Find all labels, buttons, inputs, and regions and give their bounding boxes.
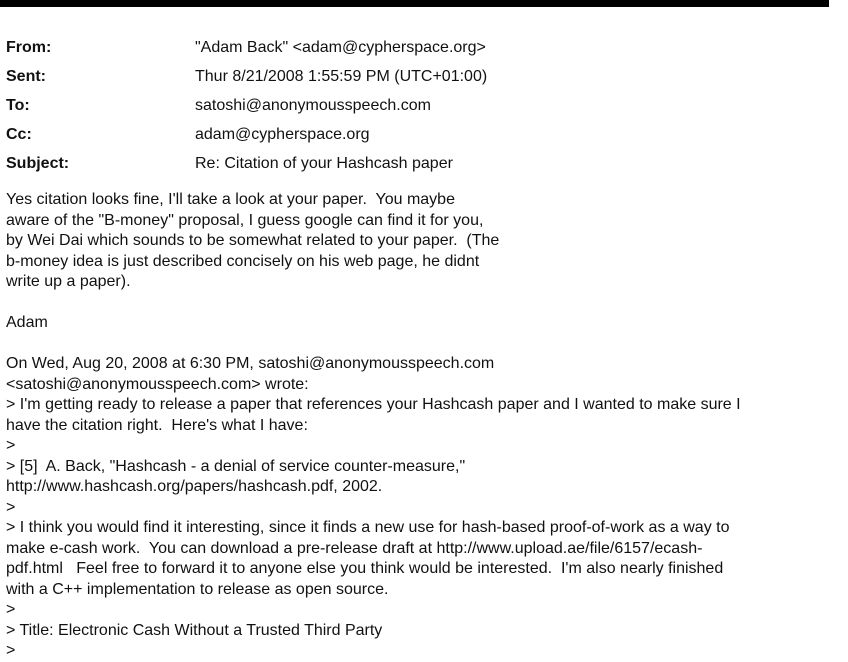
quoted-line: with a C++ implementation to release as open source. xyxy=(6,580,389,598)
subject-value: Re: Citation of your Hashcash paper xyxy=(195,154,453,172)
reply-line: Yes citation looks fine, I'll take a look at your paper. You maybe xyxy=(6,191,455,208)
quote-intro-line: <satoshi@anonymousspeech.com> wrote: xyxy=(6,375,309,393)
cc-value: adam@cypherspace.org xyxy=(195,125,370,143)
subject-label: Subject: xyxy=(6,154,70,172)
header-row-to xyxy=(6,91,826,120)
from-label: From: xyxy=(6,38,52,56)
quoted-line: > xyxy=(6,498,16,516)
to-label: To: xyxy=(6,96,30,114)
sent-label: Sent: xyxy=(6,67,46,85)
cc-label: Cc: xyxy=(6,125,32,143)
quoted-message xyxy=(6,395,836,662)
quoted-line: > Title: Electronic Cash Without a Trusted Third Party xyxy=(6,621,383,639)
quoted-line: pdf.html Feel free to forward it to anyone else you think would be interested. I'm also nearly finished xyxy=(6,560,724,577)
quote-intro-line: On Wed, Aug 20, 2008 at 6:30 PM, satoshi@anonymousspeech.com xyxy=(6,355,495,372)
reply-line: by Wei Dai which sounds to be somewhat related to your paper. (The xyxy=(6,232,500,249)
reply-line: aware of the "B-money" proposal, I guess google can find it for you, xyxy=(6,211,484,229)
quoted-line: > xyxy=(6,642,16,659)
quoted-line: http://www.hashcash.org/papers/hashcash.pdf, 2002. xyxy=(6,478,383,495)
paragraph-gap xyxy=(6,334,836,355)
email-body xyxy=(6,190,836,662)
top-rule xyxy=(0,0,829,7)
reply-line: b-money idea is just described concisely on his web page, he didnt xyxy=(6,252,480,270)
header-row-sent xyxy=(6,62,826,91)
to-value: satoshi@anonymousspeech.com xyxy=(195,96,431,114)
quoted-line: > [5] A. Back, "Hashcash - a denial of service counter-measure," xyxy=(6,457,466,475)
sent-value: Thur 8/21/2008 1:55:59 PM (UTC+01:00) xyxy=(195,67,488,85)
reply-paragraph xyxy=(6,190,836,293)
from-value: "Adam Back" <adam@cypherspace.org> xyxy=(195,38,486,56)
reply-line: write up a paper). xyxy=(6,273,131,290)
quoted-line: > xyxy=(6,601,16,618)
quoted-line: make e-cash work. You can download a pre-release draft at http://www.upload.ae/file/6157/ecash- xyxy=(6,539,703,557)
header-row-cc xyxy=(6,120,826,149)
paragraph-gap xyxy=(6,293,836,314)
header-row-from xyxy=(6,33,826,62)
signature: Adam xyxy=(6,314,48,331)
quoted-line: > I think you would find it interesting, since it finds a new use for hash-based proof-of-work as a way to xyxy=(6,519,730,536)
quoted-line: > I'm getting ready to release a paper that references your Hashcash paper and I wanted to make sure I xyxy=(6,396,741,413)
quoted-line: have the citation right. Here's what I have: xyxy=(6,416,308,434)
header-row-subject xyxy=(6,149,826,178)
quoted-line: > xyxy=(6,437,16,454)
quote-intro xyxy=(6,354,836,395)
email-header xyxy=(6,33,826,178)
